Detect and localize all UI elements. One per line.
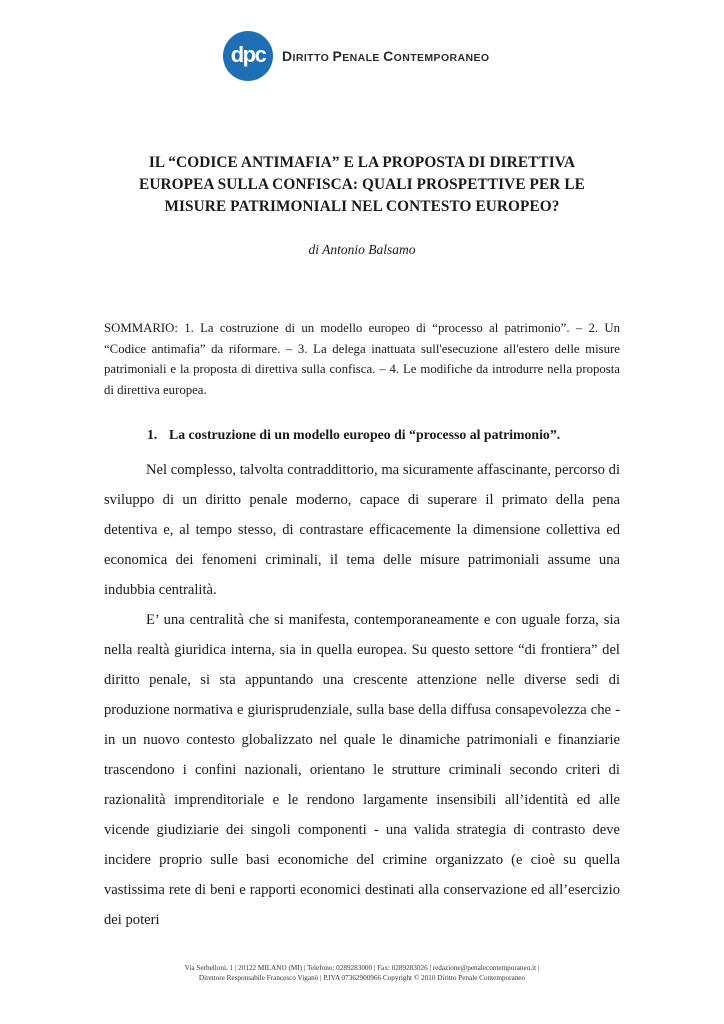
dpc-logo-icon <box>222 30 274 82</box>
footer-line-1: Via Serbelloni, 1 | 20122 MILANO (MI) | Telefono: 0289283000 | Fax: 0289283026 | redazione@penalecontemporaneo.it | <box>184 964 540 972</box>
section-title: La costruzione di un modello europeo di “processo al patrimonio”. <box>169 427 561 442</box>
body-paragraph-2: E’ una centralità che si manifesta, contemporaneamente e con uguale forza, sia nella realtà giuridica interna, sia in quella europea. Su questo settore “di frontiera” del diritto penale, si sta appuntando una crescente attenzione nelle diverse sedi di produzione normativa e giurisprudenziale, sulla base della diffusa consapevolezza che - in un nuovo contesto globalizzato nel quale le dinamiche patrimoniali e finanziarie trascendono i confini nazionali, orientano le strutture criminali secondo criteri di razionalità imprenditoriale e le rendono largamente insensibili all’identità ed alle vicende giudiziarie dei singoli componenti - una valida strategia di contrasto deve incidere proprio sulle basi economiche del crimine organizzato (e cioè su quella vastissima rete di beni e rapporti economici destinati alla conservazione ed all’esercizio dei poteri <box>104 612 620 928</box>
title-line-3: MISURE PATRIMONIALI NEL CONTESTO EUROPEO? <box>164 198 560 215</box>
title-line-1: IL “CODICE ANTIMAFIA” E LA PROPOSTA DI DIRETTIVA <box>148 154 576 171</box>
page-footer <box>104 963 620 983</box>
journal-name: DIRITTO PENALE CONTEMPORANEO <box>282 48 490 64</box>
article-body <box>104 455 620 935</box>
logo-letters: dpc <box>230 42 266 67</box>
section-number: 1. <box>147 427 158 442</box>
journal-header <box>222 30 489 82</box>
footer-line-2: Direttore Responsabile Francesco Viganò | P.IVA 07362900966 Copyright © 2010 Diritto Penale Contemporaneo <box>198 974 526 982</box>
article-title <box>104 152 620 218</box>
body-paragraph-1: Nel complesso, talvolta contraddittorio, ma sicuramente affascinante, percorso di sviluppo di un diritto penale moderno, capace di superare il primato della pena detentiva e, al tempo stesso, di contrastare efficacemente la dimensione collettiva ed economica dei fenomeni criminali, il tema delle misure patrimoniali assume una indubbia centralità. <box>104 462 620 598</box>
title-line-2: EUROPEA SULLA CONFISCA: QUALI PROSPETTIVE PER LE <box>139 176 585 193</box>
section-heading <box>147 427 627 443</box>
article-author: di Antonio Balsamo <box>308 242 416 257</box>
article-summary: SOMMARIO: 1. La costruzione di un modello europeo di “processo al patrimonio”. – 2. Un “Codice antimafia” da riformare. – 3. La delega inattuata sull'esecuzione all'estero delle misure patrimoniali e la proposta di direttiva sulla confisca. – 4. Le modifiche da introdurre nella proposta di direttiva europea. <box>104 321 620 397</box>
